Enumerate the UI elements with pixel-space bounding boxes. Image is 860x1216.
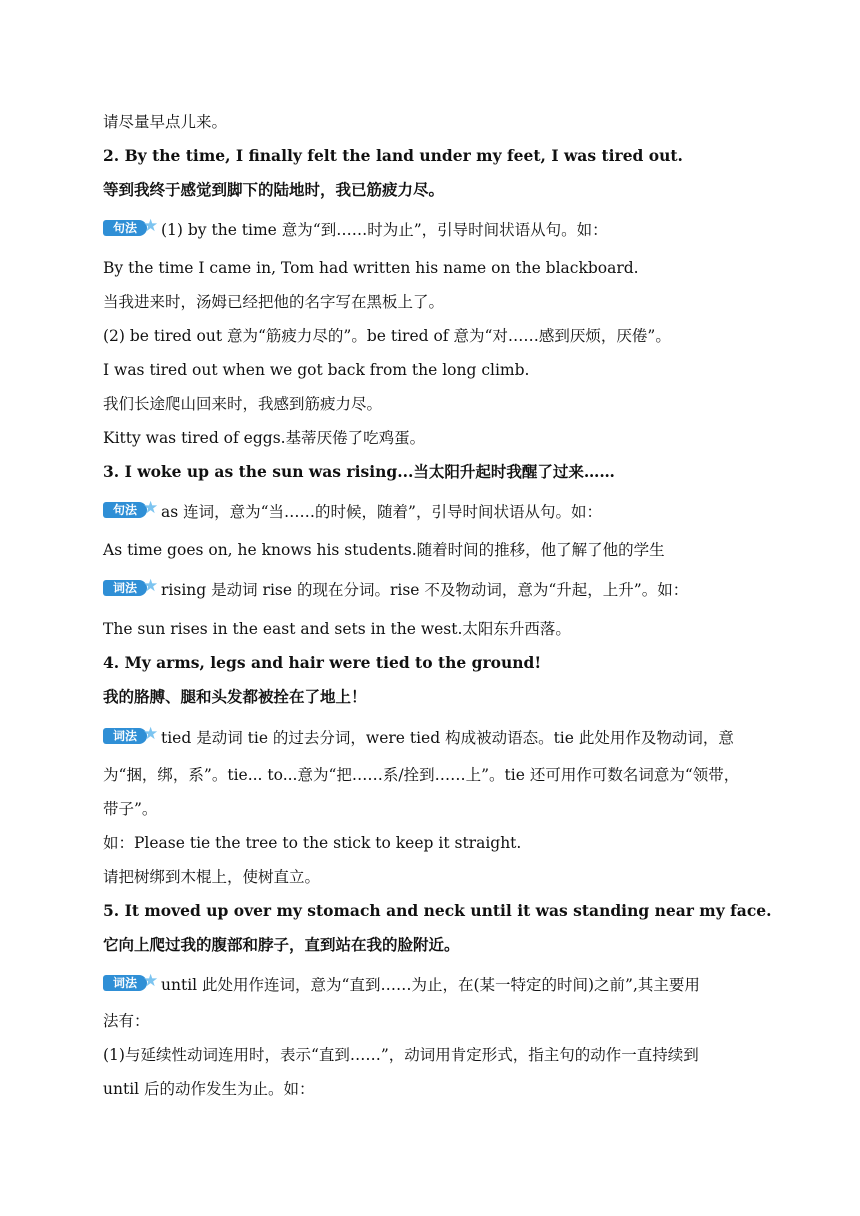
- note-line: 句法 ★ (1) by the time 意为“到……时为止”，引导时间状语从句。如：: [103, 219, 608, 241]
- example-line: As time goes on, he knows his students.随着时间的推移，他了解了他的学生: [103, 541, 665, 559]
- text-line: 为“捆，绑，系”。tie... to...意为“把……系/拴到……上”。tie 还可用作可数名词意为“领带，: [103, 766, 740, 784]
- sentence-heading: 3. I woke up as the sun was rising...当太阳升起时我醒了过来……: [103, 462, 615, 481]
- vocabulary-tag-icon: 词法 ★: [103, 579, 161, 597]
- example-line: 如：Please tie the tree to the stick to keep it straight.: [103, 834, 522, 852]
- vocabulary-tag-icon: 词法 ★: [103, 727, 161, 745]
- sentence-heading: 5. It moved up over my stomach and neck until it was standing near my face.: [103, 901, 772, 920]
- note-line: 词法 ★ rising 是动词 rise 的现在分词。rise 不及物动词，意为“升起，上升”。如：: [103, 579, 688, 601]
- text-line: (2) be tired out 意为“筋疲力尽的”。be tired of 意为“对……感到厌烦，厌倦”。: [103, 327, 671, 345]
- example-translation: 我们长途爬山回来时，我感到筋疲力尽。: [103, 395, 383, 413]
- example-line: By the time I came in, Tom had written his name on the blackboard.: [103, 259, 639, 277]
- example-line: I was tired out when we got back from the long climb.: [103, 361, 530, 379]
- sentence-translation: 它向上爬过我的腹部和脖子，直到站在我的脸附近。: [103, 935, 460, 954]
- text-line: 法有：: [103, 1012, 150, 1030]
- note-line: 词法 ★ until 此处用作连词，意为“直到……为止，在(某一特定的时间)之前”,其主要用: [103, 974, 700, 996]
- grammar-tag-icon: 句法 ★: [103, 501, 161, 519]
- text-line: 请尽量早点儿来。: [103, 113, 228, 131]
- sentence-translation: 我的胳膊、腿和头发都被拴在了地上！: [103, 687, 367, 706]
- note-line: 词法 ★ tied 是动词 tie 的过去分词，were tied 构成被动语态。tie 此处用作及物动词，意: [103, 727, 734, 749]
- text-line: until 后的动作发生为止。如：: [103, 1080, 315, 1098]
- example-line: Kitty was tired of eggs.基蒂厌倦了吃鸡蛋。: [103, 429, 426, 447]
- sentence-heading: 2. By the time, I finally felt the land under my feet, I was tired out.: [103, 146, 683, 165]
- example-translation: 请把树绑到木棍上，使树直立。: [103, 868, 321, 886]
- sentence-translation: 等到我终于感觉到脚下的陆地时，我已筋疲力尽。: [103, 180, 445, 199]
- grammar-tag-icon: 句法 ★: [103, 219, 161, 237]
- text-line: (1)与延续性动词连用时，表示“直到……”，动词用肯定形式，指主句的动作一直持续到: [103, 1046, 699, 1064]
- example-line: The sun rises in the east and sets in the west.太阳东升西落。: [103, 620, 571, 638]
- note-line: 句法 ★ as 连词，意为“当……的时候，随着”，引导时间状语从句。如：: [103, 501, 602, 523]
- text-line: 带子”。: [103, 800, 158, 818]
- sentence-heading: 4. My arms, legs and hair were tied to the ground!: [103, 653, 542, 672]
- example-translation: 当我进来时，汤姆已经把他的名字写在黑板上了。: [103, 293, 445, 311]
- vocabulary-tag-icon: 词法 ★: [103, 974, 161, 992]
